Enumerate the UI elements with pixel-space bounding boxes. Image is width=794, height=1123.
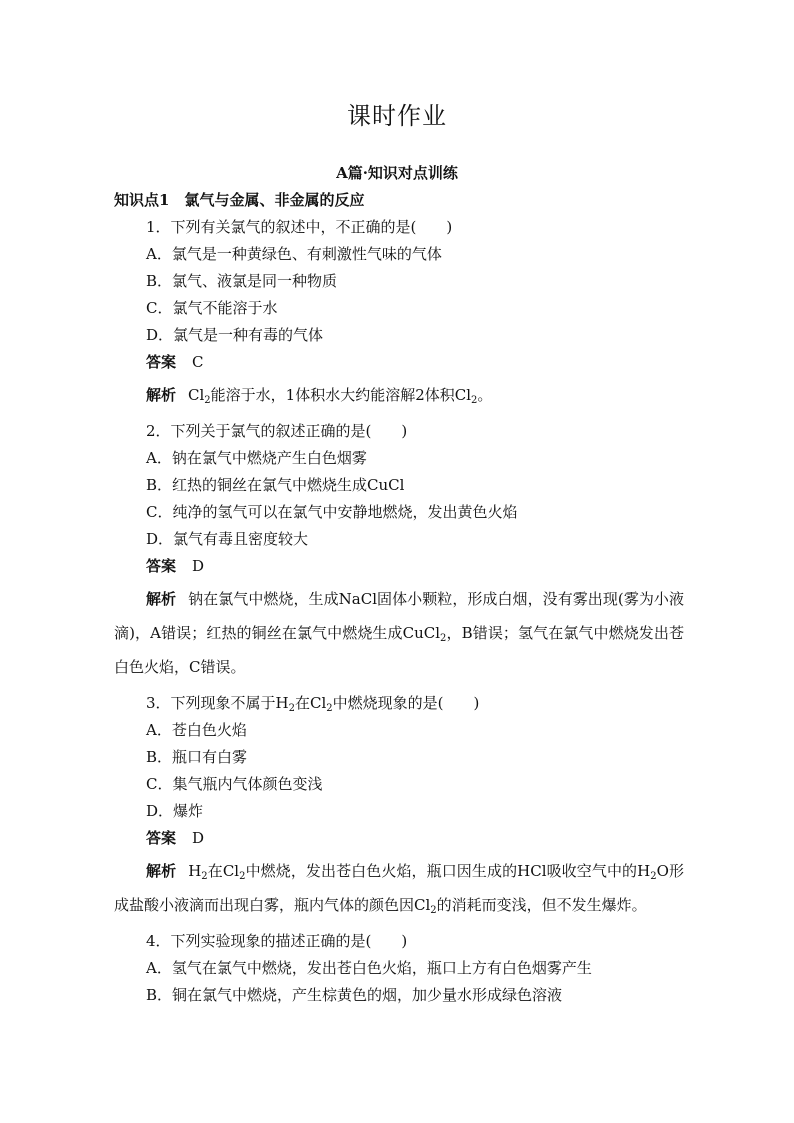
subscript: 2 [288,703,296,714]
analysis-label: 解析 [146,386,177,404]
question-3-answer [114,825,684,852]
analysis-text: Cl [188,386,205,404]
question-1-answer [114,349,684,376]
question-1-option-b: B．氯气、液氯是同一种物质 [146,272,338,290]
stem-text: 中燃烧现象的是( ) [332,694,480,712]
question-1-stem: 1．下列有关氯气的叙述中，不正确的是( ) [146,218,453,236]
question-3-stem [114,690,684,717]
question-2-answer [114,553,684,580]
analysis-text: 钠在氯气中燃烧，生成NaCl固体小颗粒，形成白烟，没有雾出现(雾为小液滴)，A错误；红热的铜丝在氯气中燃烧生成CuCl [114,590,684,642]
answer-value: D [192,557,205,575]
analysis-text: ，B错误；氢气在氯气中燃烧发出苍白色火焰，C错误。 [114,624,684,676]
question-3-option-a: A．苍白色火焰 [146,721,247,739]
question-1-option-a: A．氯气是一种黄绿色、有刺激性气味的气体 [146,245,442,263]
question-4-option-b: B．铜在氯气中燃烧，产生棕黄色的烟，加少量水形成绿色溶液 [146,986,563,1004]
answer-value: C [192,353,204,371]
question-1-analysis [114,378,684,412]
analysis-text: 。 [477,386,493,404]
answer-label: 答案 [146,557,177,575]
subscript: 2 [204,395,211,406]
question-3-option-d: D．爆炸 [146,802,204,820]
subscript: 2 [326,703,333,714]
subscript: 2 [430,905,437,916]
knowledge-point-heading: 知识点1 氯气与金属、非金属的反应 [114,191,365,209]
answer-value: D [192,829,205,847]
subscript: 2 [471,395,478,406]
answer-label: 答案 [146,829,177,847]
question-4-option-a: A．氢气在氯气中燃烧，发出苍白色火焰，瓶口上方有白色烟雾产生 [146,959,592,977]
question-2-stem: 2．下列关于氯气的叙述正确的是( ) [146,422,408,440]
question-2-option-d: D．氯气有毒且密度较大 [146,530,309,548]
question-3-option-b: B．瓶口有白雾 [146,748,248,766]
question-2-option-b: B．红热的铜丝在氯气中燃烧生成CuCl [146,476,405,494]
subscript: 2 [650,871,657,882]
answer-label: 答案 [146,353,177,371]
analysis-label: 解析 [146,862,177,880]
analysis-text: 的消耗而变浅，但不发生爆炸。 [436,896,647,914]
subscript: 2 [201,871,208,882]
analysis-label: 解析 [146,590,177,608]
question-3-analysis [114,854,684,922]
question-1-option-d: D．氯气是一种有毒的气体 [146,326,324,344]
analysis-text: O形成盐酸小液滴而出现白雾，瓶内气体的颜色因Cl [114,862,684,914]
document-body [114,187,684,1009]
analysis-text: 中燃烧，发出苍白色火焰，瓶口因生成的HCl吸收空气中的H [245,862,651,880]
subscript: 2 [440,633,447,644]
analysis-text: H [188,862,202,880]
question-2-analysis [114,582,684,684]
question-3-option-c: C．集气瓶内气体颜色变浅 [146,775,323,793]
stem-text: 3．下列现象不属于H [146,694,289,712]
stem-text: 在Cl [295,694,327,712]
question-2-option-c: C．纯净的氢气可以在氯气中安静地燃烧，发出黄色火焰 [146,503,518,521]
question-1-option-c: C．氯气不能溶于水 [146,299,278,317]
question-2-option-a: A．钠在氯气中燃烧产生白色烟雾 [146,449,367,467]
question-4-stem: 4．下列实验现象的描述正确的是( ) [146,932,408,950]
analysis-text: 能溶于水，1体积水大约能溶解2体积Cl [210,386,472,404]
analysis-text: 在Cl [207,862,240,880]
section-subtitle: A篇·知识对点训练 [336,164,458,182]
subscript: 2 [239,871,246,882]
page-title: 课时作业 [347,102,447,130]
